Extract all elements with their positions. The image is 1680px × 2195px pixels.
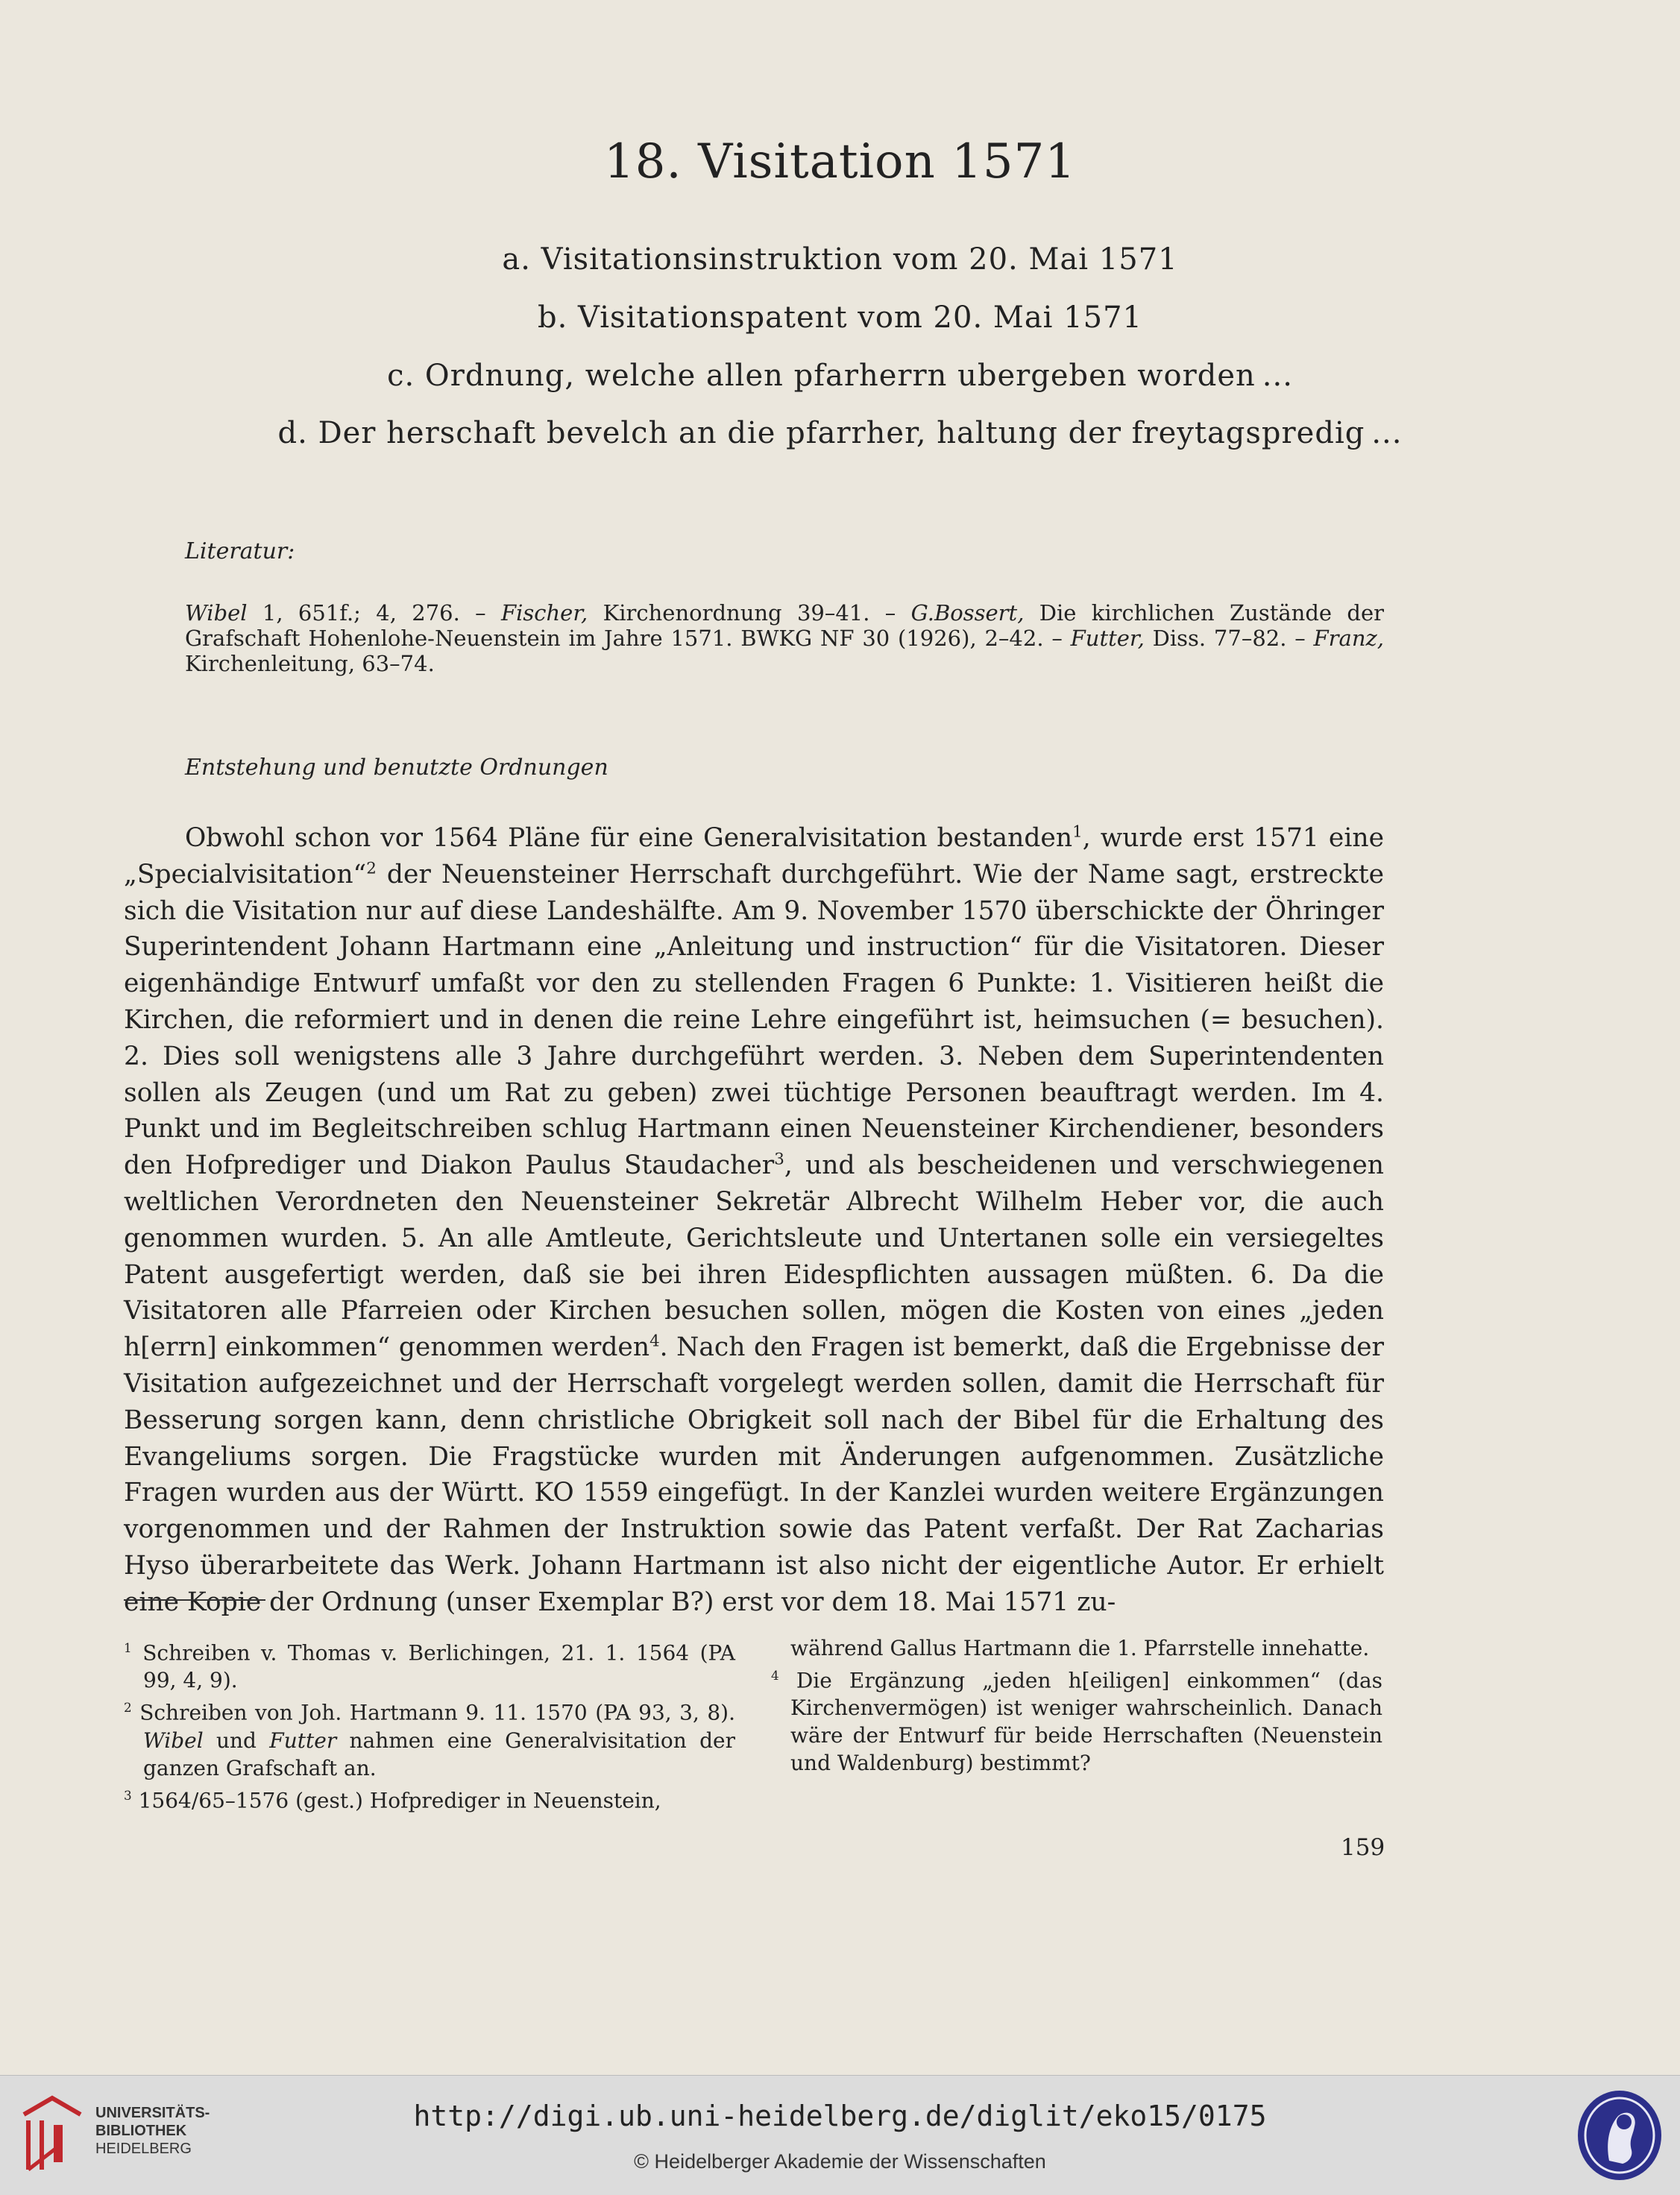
text-run: der Neuensteiner Herrschaft durchgeführt. Wie der Name sagt, erstreckte sich die Visitation nur auf diese Landeshälfte. Am 9. November 1570 überschickte der Öhringer Superintendent Johann Hartmann eine „Anleitung und instruction“ für die Visitatoren. Dieser eigenhändige Entwurf umfaßt vor den zu stellenden Fragen 6 Punkte: 1. Visitieren heißt die Kirchen, die reformiert und in denen die reine Lehre eingeführt ist, heimsuchen (= besuchen). 2. Dies soll wenigstens alle 3 Jahre durchgeführt werden. 3. Neben dem Superintendenten sollen als Zeugen (und um Rat zu geben) zwei tüchtige Personen beauftragt werden. Im 4. Punkt und im Begleitschreiben schlug Hartmann einen Neuensteiner Kirchendiener, besonders den Hofprediger und Diakon Paulus Staudacher	[124, 859, 1384, 1181]
footnotes-right-column	[771, 1634, 1382, 1777]
footnote-rule	[124, 1599, 265, 1601]
library-name-line1: UNIVERSITÄTS-	[95, 2105, 210, 2121]
italic-text: Franz,	[1313, 626, 1384, 651]
page-number: 159	[1341, 1834, 1385, 1861]
italic-text: Wibel	[185, 600, 248, 626]
subtitle-b: b. Visitationspatent vom 20. Mai 1571	[537, 300, 1142, 335]
copyright-notice: © Heidelberger Akademie der Wissenschaften	[634, 2150, 1046, 2173]
section-heading: Entstehung und benutzte Ordnungen	[185, 755, 608, 781]
italic-text: Futter	[269, 1728, 337, 1753]
text-run: Schreiben von Joh. Hartmann 9. 11. 1570 (PA 93, 3, 8).	[139, 1700, 736, 1725]
footnotes-right-list	[771, 1662, 1382, 1777]
text-run: Kirchenordnung 39–41. –	[588, 600, 911, 626]
academy-seal-icon	[1573, 2086, 1666, 2185]
footnote-3	[124, 1782, 735, 1814]
italic-text: G.Bossert,	[910, 600, 1025, 626]
subtitle-a: a. Visitationsinstruktion vom 20. Mai 1571	[502, 242, 1178, 277]
text-run: Schreiben v. Thomas v. Berlichingen, 21. 1. 1564 (PA 99, 4, 9).	[142, 1640, 736, 1693]
main-body	[124, 820, 1384, 1621]
footnote-3-continuation: während Gallus Hartmann die 1. Pfarrstelle innehatte.	[790, 1636, 1370, 1660]
literatur-label: Literatur:	[185, 538, 295, 564]
text-run: , wurde erst 1571 eine „Specialvisitation“	[124, 823, 1384, 889]
footnote-number: 2	[124, 1700, 132, 1716]
body-paragraph	[124, 820, 1384, 1621]
library-name-line3: HEIDELBERG	[95, 2141, 192, 2157]
text-run: Obwohl schon vor 1564 Pläne für eine Generalvisitation bestanden	[185, 823, 1073, 853]
text-run: nahmen eine Generalvisitation der ganzen Grafschaft an.	[143, 1728, 735, 1780]
footnote-4	[771, 1662, 1382, 1777]
text-run: Kirchenleitung, 63–74.	[185, 651, 435, 676]
viewer-footer	[0, 2075, 1680, 2195]
italic-text: Wibel	[143, 1728, 204, 1753]
footnote-2	[124, 1694, 735, 1781]
text-run: 1, 651f.; 4, 276. –	[247, 600, 501, 626]
footnote-marker: 1	[1072, 822, 1083, 842]
subtitle-c: c. Ordnung, welche allen pfarherrn ubergeben worden ...	[387, 359, 1293, 393]
footnote-marker: 4	[649, 1332, 660, 1351]
footnote-number: 4	[771, 1668, 779, 1683]
text-run: und	[203, 1728, 270, 1753]
chapter-title: 18. Visitation 1571	[603, 134, 1077, 189]
footnote-1	[124, 1634, 735, 1694]
footnote-marker: 2	[366, 859, 377, 878]
footnote-number: 3	[124, 1787, 132, 1803]
literatur-text	[185, 600, 1384, 676]
footnote-number: 1	[124, 1640, 132, 1655]
footnotes-left-column	[124, 1634, 735, 1814]
text-run: . Nach den Fragen ist bemerkt, daß die Ergebnisse der Visitation aufgezeichnet und der Herrschaft vorgelegt werden sollen, damit die Herrschaft für Besserung sorgen kann, denn christliche Obrigkeit soll nach der Bibel für die Erhaltung des Evangeliums sorgen. Die Fragstücke wurden mit Änderungen aufgenommen. Zusätzliche Fragen wurden aus der Württ. KO 1559 eingefügt. In der Kanzlei wurden weitere Ergänzungen vorgenommen und der Rahmen der Instruktion sowie das Patent verfaßt. Der Rat Zacharias Hyso überarbeitete das Werk. Johann Hartmann ist also nicht der eigentliche Autor. Er erhielt eine Kopie der Ordnung (unser Exemplar B?) erst vor dem 18. Mai 1571 zu-	[124, 1332, 1384, 1617]
subtitle-d: d. Der herschaft bevelch an die pfarrher, haltung der freytagspredig ...	[277, 416, 1403, 450]
text-run: Die kirchlichen Zustände der Grafschaft Hohenlohe-Neuenstein im Jahre 1571. BWKG NF 30 (1926), 2–42. –	[185, 600, 1384, 651]
text-run: Diss. 77–82. –	[1144, 626, 1314, 651]
text-run: , und als bescheidenen und verschwiegenen weltlichen Verordneten den Neuensteiner Sekretär Albrecht Wilhelm Heber vor, die auch genommen wurden. 5. An alle Amtleute, Gerichtsleute und Untertanen solle ein versiegeltes Patent ausgefertigt werden, daß sie bei ihren Eidespflichten aussagen müßten. 6. Da die Visitatoren alle Pfarreien oder Kirchen besuchen sollen, mögen die Kosten von eines „jeden h[errn] einkommen“ genommen werden	[124, 1150, 1384, 1363]
text-run: 1564/65–1576 (gest.) Hofprediger in Neuenstein,	[138, 1787, 661, 1813]
italic-text: Fischer,	[500, 600, 588, 626]
library-name-line2: BIBLIOTHEK	[95, 2123, 187, 2139]
permalink-url[interactable]: http://digi.ub.uni-heidelberg.de/diglit/eko15/0175	[413, 2100, 1267, 2132]
text-run: Die Ergänzung „jeden h[eiligen] einkommen“ (das Kirchenvermögen) ist weniger wahrscheinlich. Danach wäre der Entwurf für beide Herrschaften (Neuenstein und Waldenburg) bestimmt?	[790, 1668, 1383, 1776]
footnote-marker: 3	[774, 1150, 784, 1169]
italic-text: Futter,	[1070, 626, 1145, 651]
